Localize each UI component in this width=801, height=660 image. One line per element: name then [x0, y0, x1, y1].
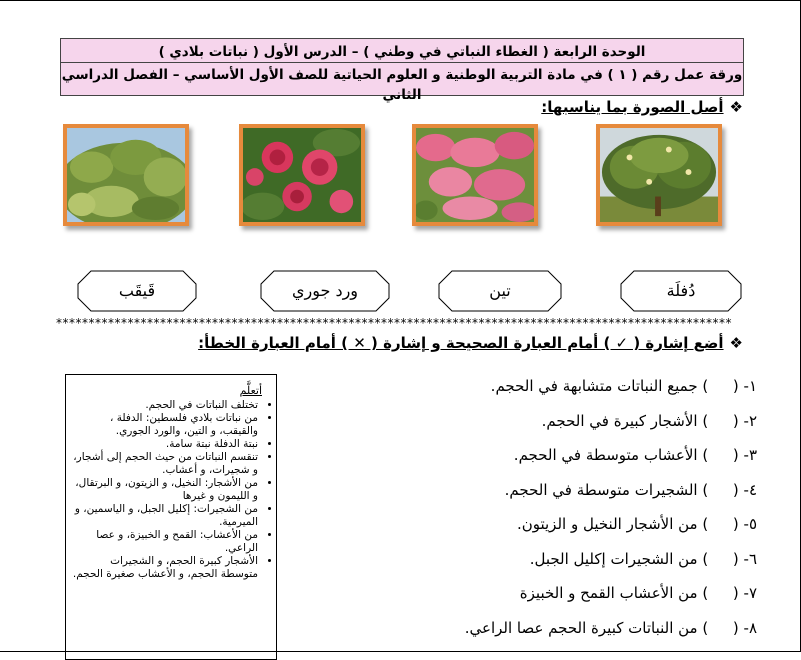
question-text: ) من النباتات كبيرة الحجم عصا الراعي.	[464, 618, 709, 637]
label-text: ورد جوري	[291, 281, 359, 300]
learn-item: • من الشجيرات: إكليل الجبل، و الياسمين، و الميرمية.	[70, 503, 258, 529]
rose-flowers-photo[interactable]	[239, 124, 365, 226]
question-item[interactable]	[287, 372, 757, 407]
question-text: ) جميع النباتات متشابهة في الحجم.	[490, 377, 709, 395]
learn-item: • نبتة الدفلة نبتة سامة.	[70, 438, 258, 451]
true-false-questions	[287, 372, 757, 648]
learn-item: • من الأشجار: النخيل، و الزيتون، و البرتقال، و الليمون و غيرها	[70, 477, 258, 503]
unit-lesson-title: الوحدة الرابعة ( الغطاء النباتي في وطني ) – الدرس الأول ( نباتات بلادي )	[158, 44, 646, 60]
label-text: قَيقَب	[118, 281, 156, 300]
question-text: ) من الشجيرات إكليل الجبل.	[529, 549, 709, 568]
question-item[interactable]	[287, 614, 757, 649]
learn-list	[66, 399, 276, 581]
question-number: ٥- (	[732, 515, 757, 533]
question-number: ٧- (	[732, 584, 757, 602]
label-text: دُفلَة	[666, 281, 696, 300]
section2-title: أضع إشارة ( ✓ ) أمام العبارة الصحيحة و إشارة ( ✕ ) أمام العبارة الخطأ:	[198, 334, 724, 352]
worksheet-subtitle: ورقة عمل رقم ( ١ ) في مادة التربية الوطنية و العلوم الحياتية للصف الأول الأساسي – الفصل الدراسي الثاني	[61, 62, 743, 105]
question-item[interactable]	[287, 579, 757, 614]
label-text: تين	[489, 281, 511, 300]
learn-item: • تختلف النباتات في الحجم.	[70, 399, 258, 412]
learn-item: • من نباتات بلادي فلسطين: الدفلة ، والقيقب، و التين، والورد الجوري.	[70, 412, 258, 438]
diamond-bullet-icon: ❖	[729, 98, 743, 116]
question-number: ٤- (	[732, 480, 757, 499]
question-number: ٦- (	[732, 549, 757, 568]
section1-title: أصل الصورة بما يناسبها:	[541, 98, 724, 116]
question-number: ٣- (	[732, 446, 757, 464]
question-text: ) الأعشاب متوسطة في الحجم.	[513, 446, 709, 464]
question-text: ) من الأعشاب القمح و الخبيزة	[519, 584, 709, 602]
label-box-rose[interactable]	[260, 270, 390, 312]
worksheet-header	[60, 38, 744, 103]
page-border-top	[0, 0, 801, 1]
learn-item: • من الأعشاب: القمح و الخبيزة، و عصا الراعي.	[70, 529, 258, 555]
question-number: ٢- (	[732, 411, 757, 430]
learn-item: • تنقسم النباتات من حيث الحجم إلى أشجار، و شجيرات، و أعشاب.	[70, 451, 258, 477]
fig-leaves-photo[interactable]	[63, 124, 189, 226]
learn-item: • الأشجار كبيرة الحجم، و الشجيرات متوسطة الحجم، و الأعشاب صغيرة الحجم.	[70, 555, 258, 581]
oleander-tree-photo[interactable]	[596, 124, 722, 226]
question-number: ١- (	[732, 377, 757, 395]
section1-heading	[541, 98, 743, 116]
question-text: ) من الأشجار النخيل و الزيتون.	[516, 515, 709, 533]
question-item[interactable]	[287, 407, 757, 442]
question-text: ) الأشجار كبيرة في الحجم.	[541, 411, 709, 430]
label-box-fig[interactable]	[438, 270, 562, 312]
section2-heading	[198, 334, 743, 352]
label-box-oleander[interactable]	[620, 270, 742, 312]
oleander-flowers-photo[interactable]	[412, 124, 538, 226]
question-number: ٨- (	[732, 618, 757, 637]
question-item[interactable]	[287, 441, 757, 476]
question-item[interactable]	[287, 510, 757, 545]
label-box-maple[interactable]	[77, 270, 197, 312]
star-separator: ********************************************************************************************************	[56, 316, 732, 330]
question-item[interactable]	[287, 476, 757, 511]
learn-box	[65, 374, 277, 660]
question-text: ) الشجيرات متوسطة في الحجم.	[504, 480, 709, 499]
question-item[interactable]	[287, 545, 757, 580]
diamond-bullet-icon: ❖	[729, 334, 743, 352]
learn-box-title: أتعلَّم	[239, 384, 262, 397]
